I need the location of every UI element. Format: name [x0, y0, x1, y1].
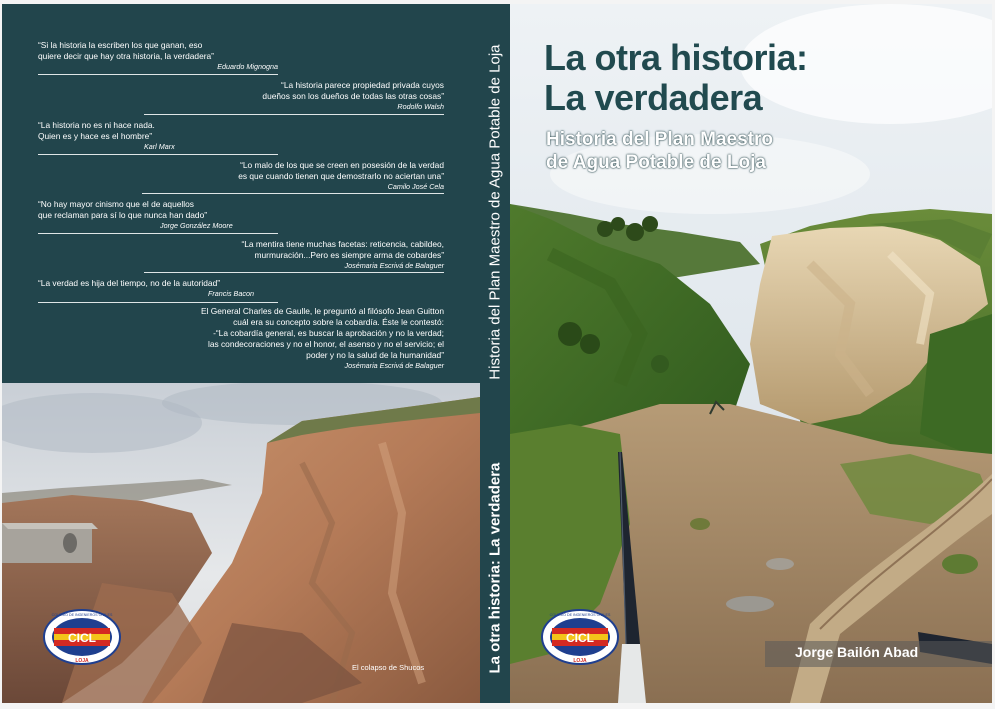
quote-6-author: Josémaria Escrivá de Balaguer: [344, 261, 444, 270]
quote-4-text: “Lo malo de los que se creen en posesión de la verdad es que cuando tienen que demostrarlo no aciertan una”: [238, 160, 444, 181]
quote-2: [144, 80, 444, 111]
college-emblem-icon: [42, 608, 122, 666]
quote-7: [38, 278, 288, 298]
quote-4: [84, 160, 444, 191]
front-title: [544, 38, 808, 118]
author-name: Jorge Bailón Abad: [795, 644, 919, 660]
quote-divider: [38, 74, 278, 75]
logo-city: LOJA: [75, 658, 89, 664]
logo-ring-text: COLEGIO DE INGENIEROS CIVILES: [549, 613, 611, 617]
quote-divider: [142, 193, 444, 194]
spine-title: La otra historia: La verdadera: [486, 462, 504, 674]
spine-text: [487, 5, 504, 704]
quote-divider: [38, 154, 278, 155]
quote-3-text: “La historia no es ni hace nada. Quien es y hace es el hombre”: [38, 120, 155, 141]
quote-3: [38, 120, 278, 151]
quote-8-text: El General Charles de Gaulle, le preguntó al filósofo Jean Guitton cuál era su concepto sobre la cobardía. Éste le contestó: -“La cobardía general, es buscar la aprobación y no la verdad; las condecoraciones y no el honor, el asenso y no el servicio; el poder y no la salud de la humanidad”: [200, 306, 444, 360]
logo-city: LOJA: [573, 658, 587, 664]
quote-divider: [144, 114, 444, 115]
spine-subtitle: Historia del Plan Maestro de Agua Potable de Loja: [486, 44, 504, 380]
quote-8: [114, 306, 444, 370]
back-cover-quotes-panel: [2, 4, 480, 383]
college-logo-front: [540, 608, 620, 666]
photo-caption: El colapso de Shucos: [352, 663, 425, 672]
logo-monogram: CICL: [566, 631, 594, 645]
quote-5: [38, 199, 278, 230]
front-subtitle-line1: Historia del Plan Maestro: [546, 129, 774, 150]
quote-4-author: Camilo José Cela: [387, 182, 444, 191]
quote-2-author: Rodolfo Walsh: [397, 102, 444, 111]
quote-7-text: “La verdad es hija del tiempo, no de la autoridad”: [38, 278, 221, 288]
front-title-line1: La otra historia:: [544, 37, 808, 78]
logo-monogram: CICL: [68, 631, 96, 645]
front-subtitle-line2: de Agua Potable de Loja: [546, 152, 766, 173]
quote-7-author: Francis Bacon: [208, 289, 254, 298]
quote-1: [38, 40, 278, 71]
logo-ring-text: COLEGIO DE INGENIEROS CIVILES: [51, 613, 113, 617]
quote-6: [144, 239, 444, 270]
quote-6-text: “La mentira tiene muchas facetas: reticencia, cabildeo, murmuración...Pero es siempre arma de cobardes”: [241, 239, 444, 260]
front-title-line2: La verdadera: [544, 77, 763, 118]
front-subtitle: [546, 128, 773, 174]
front-cover: [510, 4, 992, 703]
quote-divider: [144, 272, 444, 273]
quote-2-text: “La historia parece propiedad privada cuyos dueños son los dueños de todas las otras cosas”: [262, 80, 444, 101]
back-cover: [2, 4, 480, 703]
college-logo-back: [42, 608, 122, 666]
quote-5-text: “No hay mayor cinismo que el de aquellos que reclaman para sí lo que nunca han dado”: [38, 199, 208, 220]
quote-5-author: Jorge González Moore: [160, 221, 233, 230]
book-spine: [480, 4, 510, 703]
quote-8-author: Josémaria Escrivá de Balaguer: [344, 361, 444, 370]
quote-divider: [38, 233, 278, 234]
quote-1-text: “Si la historia la escriben los que ganan, eso quiere decir que hay otra historia, la verdadera”: [38, 40, 214, 61]
college-emblem-icon: [540, 608, 620, 666]
quote-3-author: Karl Marx: [144, 142, 175, 151]
quote-1-author: Eduardo Mignogna: [217, 62, 278, 71]
quote-divider: [38, 302, 278, 303]
